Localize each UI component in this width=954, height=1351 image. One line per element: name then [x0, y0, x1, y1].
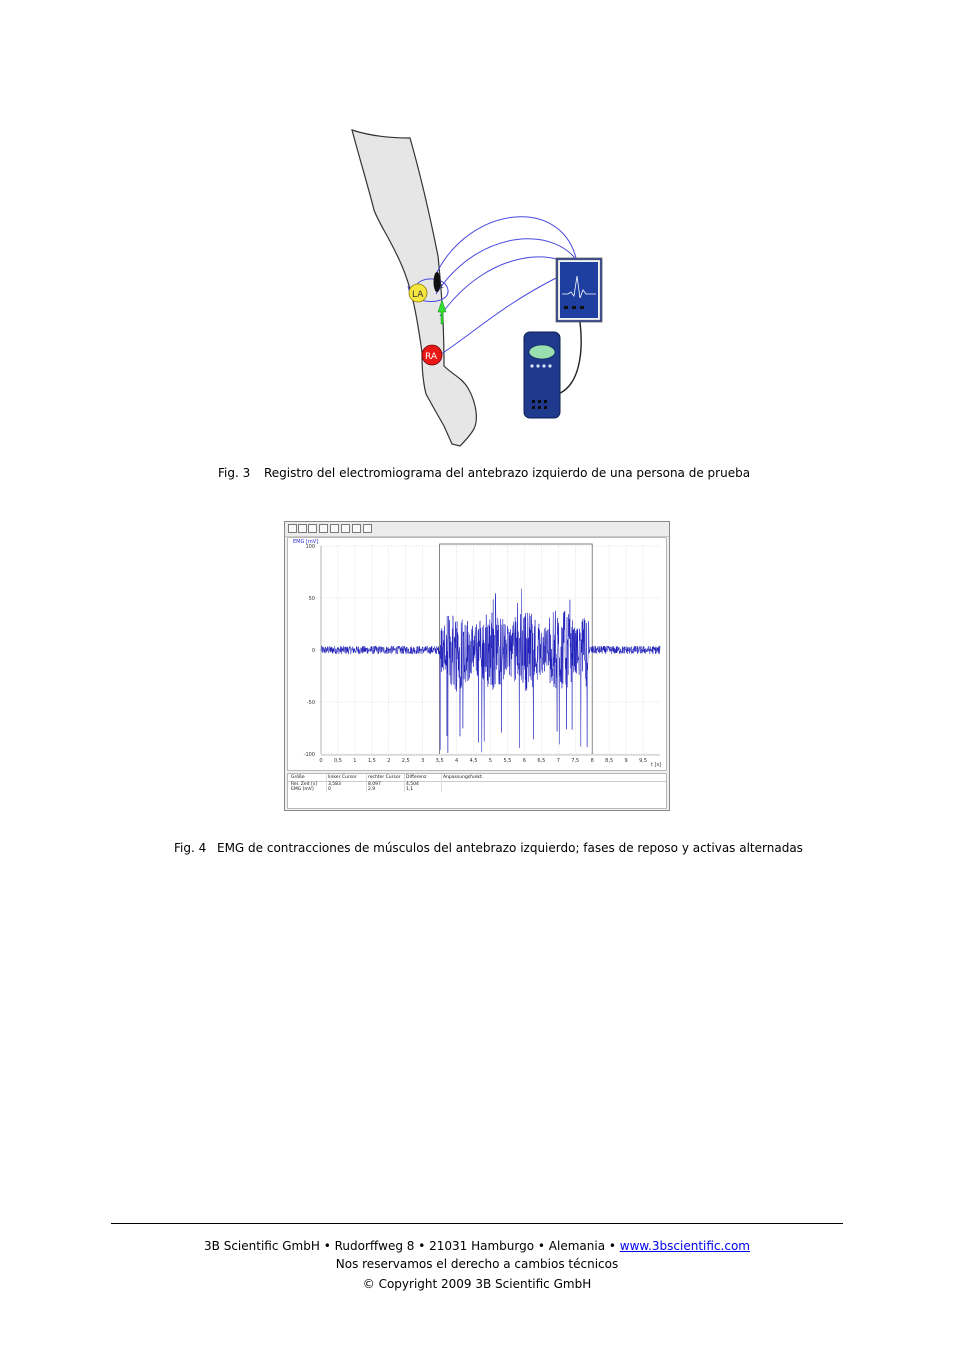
emg-series-line — [321, 589, 660, 753]
x-tick-label: 6,5 — [537, 758, 546, 764]
x-tick-label: 3,5 — [435, 758, 444, 764]
toolbar-table-icon[interactable] — [298, 524, 307, 533]
y-tick-label: 50 — [308, 596, 315, 602]
x-tick-label: 0,5 — [333, 758, 342, 764]
measurement-table — [287, 773, 667, 809]
x-tick-label: 7 — [556, 758, 560, 764]
figure-4-number: Fig. 4 — [174, 841, 207, 855]
y-axis-label: EMG [mV] — [293, 539, 319, 545]
footer-copyright: © Copyright 2009 3B Scientific GmbH — [362, 1277, 592, 1291]
y-tick-label: 0 — [311, 648, 315, 654]
table-column-divider — [326, 774, 327, 792]
x-tick-label: 0 — [319, 758, 323, 764]
figure-4-emg-window — [284, 521, 670, 811]
toolbar-fit-icon[interactable] — [341, 524, 350, 533]
emg-plot-area[interactable] — [287, 537, 667, 771]
x-tick-label: 1,5 — [367, 758, 376, 764]
emg-chart — [288, 538, 666, 770]
footer-address-text: 3B Scientific GmbH • Rudorffweg 8 • 21031 Hamburgo • Alemania • — [204, 1239, 620, 1253]
table-column-divider — [441, 774, 442, 792]
x-tick-label: 9,5 — [639, 758, 648, 764]
x-tick-label: 3 — [421, 758, 425, 764]
y-tick-label: -50 — [306, 700, 315, 706]
toolbar-zoom-icon[interactable] — [308, 524, 317, 533]
x-tick-label: 4,5 — [469, 758, 478, 764]
footer-divider — [111, 1223, 843, 1224]
table-header-cell: rechter Cursor — [368, 775, 401, 780]
table-cell: Rel. Zeit [s] — [291, 782, 317, 787]
x-tick-label: 5 — [488, 758, 493, 764]
table-header-cell: linker Cursor — [328, 775, 357, 780]
toolbar-print-icon[interactable] — [363, 524, 372, 533]
figure-3-caption-text: Registro del electromiograma del antebrazo izquierdo de una persona de prueba — [264, 466, 751, 480]
x-tick-label: 6 — [522, 758, 526, 764]
table-header-cell: Anpassungsfunkt. — [443, 775, 484, 780]
arm-electrode-diagram — [340, 126, 640, 452]
figure-4-caption — [174, 841, 803, 855]
figure-4-caption-text: EMG de contracciones de músculos del antebrazo izquierdo; fases de reposo y activas alternadas — [217, 841, 803, 855]
electrode-la-label: LA — [412, 290, 424, 300]
x-tick-label: 4 — [455, 758, 459, 764]
footer-website-link[interactable]: www.3bscientific.com — [619, 1239, 750, 1253]
electrode-ll-label: LL — [438, 284, 444, 290]
table-cell: 0 — [328, 787, 331, 792]
footer-rights: Nos reservamos el derecho a cambios técnicos — [335, 1257, 619, 1271]
table-header-divider — [288, 781, 666, 782]
figure-3-caption — [218, 466, 750, 480]
x-tick-label: 2,5 — [401, 758, 410, 764]
table-header-cell: Differenz — [406, 775, 427, 780]
toolbar-pen-icon[interactable] — [330, 524, 339, 533]
table-cell: 1,1 — [406, 787, 414, 792]
x-tick-label: 9 — [624, 758, 628, 764]
footer-address — [0, 1239, 954, 1253]
figure-3-number: Fig. 3 — [218, 466, 251, 480]
sensor-cable — [558, 322, 581, 394]
toolbar-curve-icon[interactable] — [352, 524, 361, 533]
figure-3-illustration — [340, 126, 640, 452]
x-tick-label: 2 — [387, 758, 391, 764]
table-column-divider — [366, 774, 367, 792]
toolbar — [285, 522, 669, 537]
table-cell: 4,504 — [406, 782, 419, 787]
x-axis-label: t [s] — [650, 762, 661, 768]
emg-sensor-box — [556, 258, 602, 322]
wire-1 — [436, 217, 576, 274]
electrode-ra-label: RA — [425, 352, 438, 362]
table-cell: 8,097 — [368, 782, 381, 787]
toolbar-measure-icon[interactable] — [319, 524, 328, 533]
x-tick-label: 7,5 — [571, 758, 580, 764]
y-tick-label: -100 — [303, 752, 315, 758]
data-logger-device — [524, 332, 560, 418]
toolbar-open-icon[interactable] — [288, 524, 297, 533]
x-tick-label: 5,5 — [503, 758, 512, 764]
table-column-divider — [404, 774, 405, 792]
table-cell: 2,9 — [368, 787, 376, 792]
x-tick-label: 8 — [590, 758, 594, 764]
y-tick-label: 100 — [305, 544, 315, 550]
table-cell: EMG [mV] — [291, 787, 314, 792]
table-cell: 3,583 — [328, 782, 341, 787]
x-tick-label: 1 — [353, 758, 357, 764]
table-header-cell: Größe — [291, 775, 305, 780]
x-tick-label: 8,5 — [605, 758, 614, 764]
